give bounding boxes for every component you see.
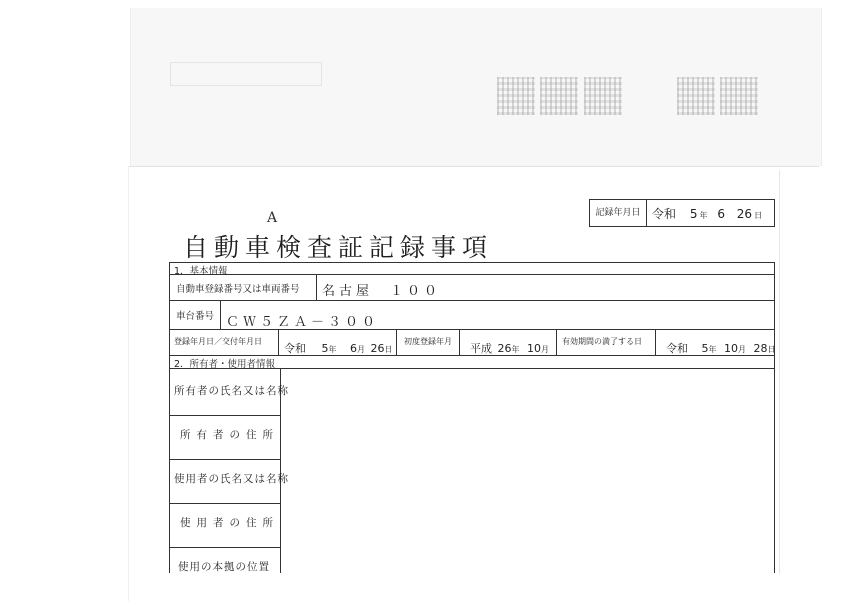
page-edge [779,170,780,574]
user-address-label: 使用者の住所 [180,517,279,529]
first-registration-label: 初度登録年月 [404,337,452,346]
qr-code-icon [584,77,622,115]
registration-date-value: 令和 5年 6月 26日 [284,342,393,355]
record-table [169,262,775,573]
record-date-value: 令和 5 年 6 26 日 [652,207,763,221]
registration-date-label: 登録年月日／交付年月日 [174,337,262,346]
section2-title: 2．所有者・使用者情報 [174,359,276,370]
chassis-number-value: ＣＷ５ＺＡ－３００ [226,315,380,330]
base-location-label: 使用の本拠の位置 [178,561,270,573]
record-date-box [589,199,775,227]
owner-address-label: 所有者の住所 [180,429,279,441]
document-mark: A [267,210,278,226]
user-name-label: 使用者の氏名又は名称 [174,473,289,485]
document-title: 自動車検査証記録事項 [183,233,494,262]
qr-code-icon [497,77,535,115]
expiry-value: 令和 5年 10月 28日 [666,342,776,355]
registration-number-value: 名古屋 １００ [322,284,442,299]
owner-name-label: 所有者の氏名又は名称 [174,385,289,397]
qr-code-icon [677,77,715,115]
record-date-label: 記録年月日 [590,200,647,226]
chassis-number-label: 車台番号 [176,311,215,322]
expiry-label: 有効期間の満了する日 [562,337,642,346]
qr-code-icon [540,77,578,115]
first-registration-value: 平成 26年 10月 [470,342,549,355]
qr-code-icon [720,77,758,115]
background-faint-box [170,62,322,86]
background-sheet [130,8,822,166]
section1-title: 1．基本情報 [174,266,228,277]
registration-number-label: 自動車登録番号又は車両番号 [176,284,300,295]
